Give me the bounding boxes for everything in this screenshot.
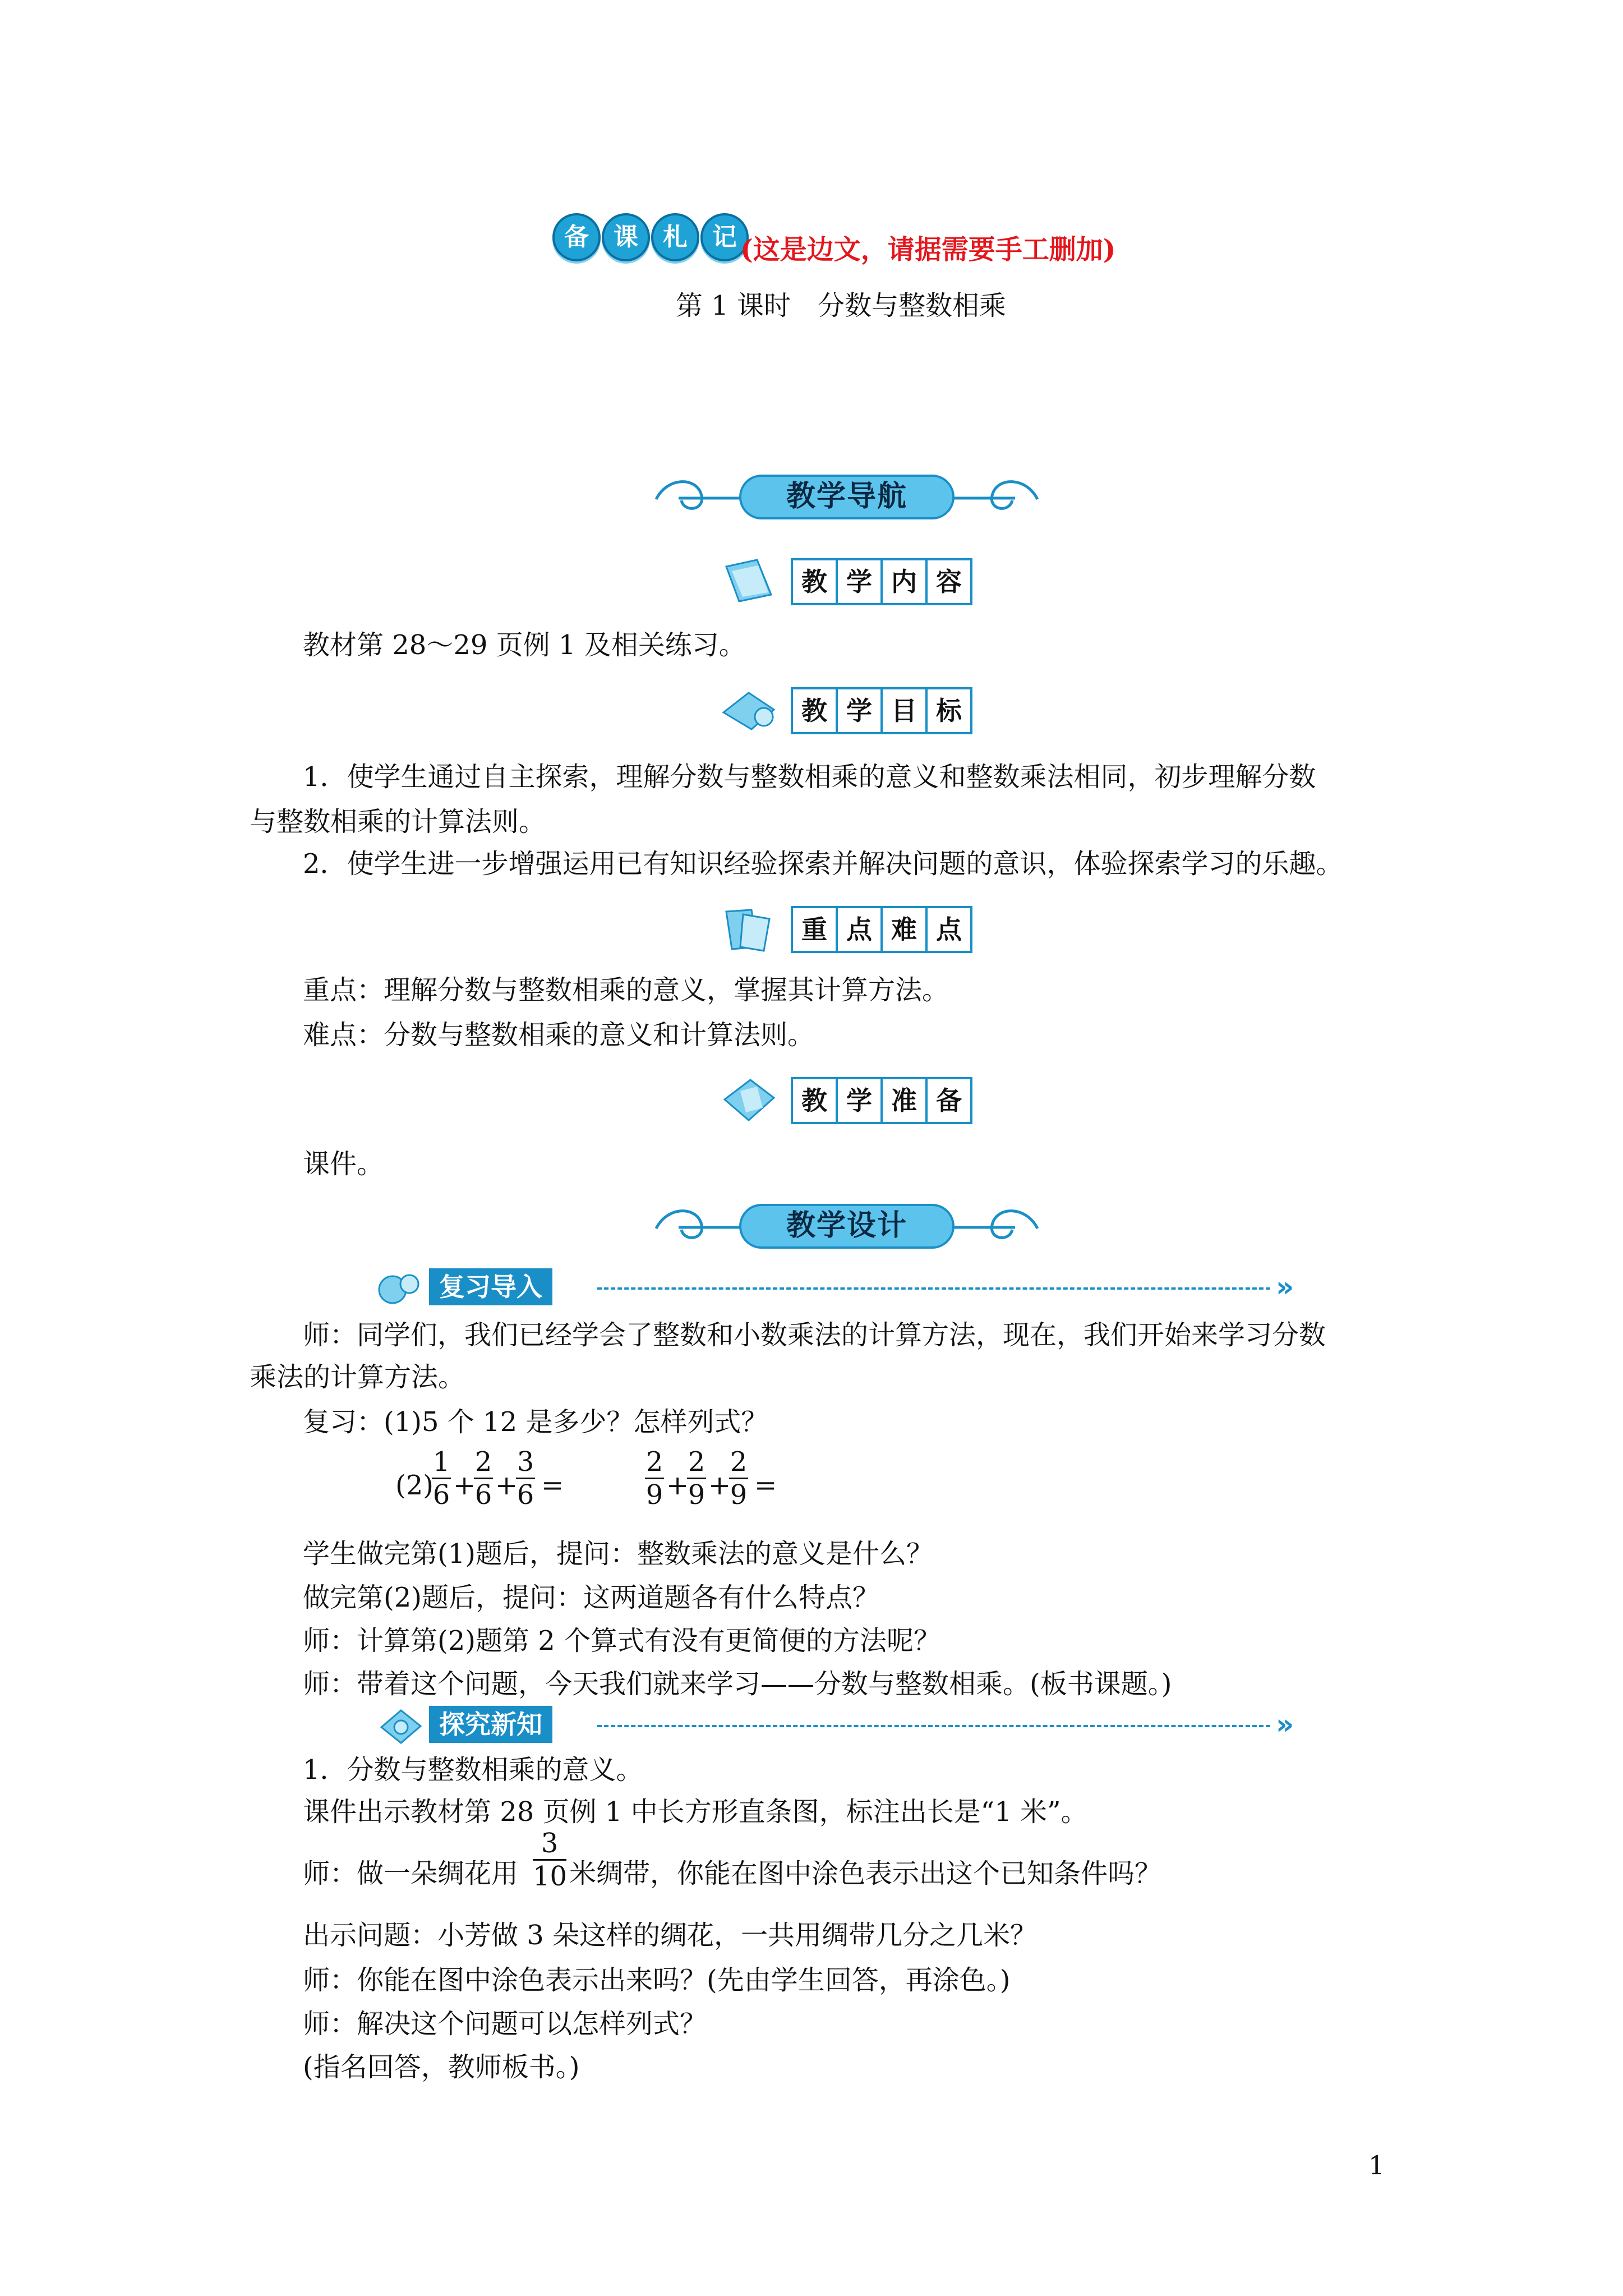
heading-teaching-prep (718, 1074, 981, 1125)
lesson-title: 第 1 课时 分数与整数相乘 (676, 290, 1007, 321)
tab-heading-explore (376, 1703, 1307, 1747)
plus-sign: + (453, 1470, 476, 1501)
review-line-3: 学生做完第(1)题后，提问：整数乘法的意义是什么？ (303, 1538, 933, 1570)
heading-char: 教 (791, 687, 838, 734)
numerator: 2 (474, 1446, 492, 1478)
denominator: 9 (645, 1479, 663, 1511)
numerator: 3 (517, 1446, 534, 1478)
fraction (687, 1447, 706, 1510)
dashed-divider (597, 1287, 1270, 1290)
tab-label: 探究新知 (429, 1706, 552, 1743)
heading-char: 学 (836, 687, 883, 734)
denominator: 6 (432, 1479, 450, 1511)
review-question-1: 复习：(1)5 个 12 是多少？怎样列式？ (303, 1406, 768, 1438)
explore-line-5: 师：你能在图中涂色表示出来吗？(先由学生回答，再涂色。) (303, 1964, 1011, 1996)
plus-sign: + (495, 1470, 518, 1501)
goal-1-line-1: 1．使学生通过自主探索，理解分数与整数相乘的意义和整数乘法相同，初步理解分数 (303, 761, 1316, 793)
ribbon-label: 教学导航 (786, 480, 907, 513)
heading-teaching-content (718, 555, 981, 606)
documents-icon (718, 903, 785, 954)
heading-char: 容 (925, 558, 972, 605)
review-line-1: 师：同学们，我们已经学会了整数和小数乘法的计算方法，现在，我们开始来学习分数 (303, 1319, 1326, 1351)
heading-char: 点 (925, 906, 972, 953)
heading-char: 难 (880, 906, 928, 953)
heading-char: 学 (836, 1077, 883, 1124)
tab-label: 复习导入 (429, 1268, 552, 1305)
denominator: 10 (533, 1861, 568, 1892)
heading-char: 目 (880, 687, 928, 734)
heading-teaching-goals (718, 684, 981, 735)
plus-sign: + (708, 1470, 731, 1501)
dashed-divider (597, 1725, 1270, 1727)
double-arrow-icon: » (1276, 1708, 1294, 1741)
key-point: 重点：理解分数与整数相乘的意义，掌握其计算方法。 (303, 974, 949, 1006)
book-icon (718, 555, 785, 606)
review-icon (376, 1267, 426, 1309)
heading-char: 备 (925, 1077, 972, 1124)
heading-char: 点 (836, 906, 883, 953)
goal-2: 2．使学生进一步增强运用已有知识经验探索并解决问题的意识，体验探索学习的乐趣。 (303, 848, 1343, 880)
explore-line-3-suffix: 米绸带，你能在图中涂色表示出这个已知条件吗？ (569, 1858, 1162, 1889)
difficulty: 难点：分数与整数相乘的意义和计算法则。 (303, 1019, 815, 1051)
double-arrow-icon: » (1276, 1271, 1294, 1303)
page-number: 1 (1368, 2150, 1385, 2180)
section-ribbon-teaching-design (645, 1195, 1049, 1257)
fraction (432, 1447, 451, 1510)
lesson-notes-badge (552, 208, 737, 264)
heading-key-points (718, 903, 981, 954)
numerator: 2 (688, 1446, 706, 1478)
fraction (474, 1447, 493, 1510)
explore-icon (376, 1705, 426, 1746)
heading-char: 学 (836, 558, 883, 605)
explore-line-7: (指名回答，教师板书。) (303, 2051, 580, 2083)
section-ribbon-teaching-nav (645, 466, 1049, 527)
heading-char: 标 (925, 687, 972, 734)
margin-note: (这是边文，请据需要手工删加) (740, 234, 1116, 265)
heading-char: 内 (880, 558, 928, 605)
ribbon-label: 教学设计 (786, 1209, 907, 1243)
badge-char: 备 (552, 213, 601, 261)
fraction (533, 1829, 566, 1891)
goal-1-line-2: 与整数相乘的计算法则。 (250, 806, 546, 838)
denominator: 6 (474, 1479, 492, 1511)
heading-char: 重 (791, 906, 838, 953)
equals-sign: = (754, 1470, 777, 1501)
explore-line-2: 课件出示教材第 28 页例 1 中长方形直条图，标注出长是“1 米”。 (303, 1796, 1088, 1828)
badge-char: 课 (602, 213, 650, 261)
explore-line-3-prefix: 师：做一朵绸花用 (303, 1858, 519, 1889)
equals-sign: = (541, 1470, 564, 1501)
numerator: 2 (730, 1446, 748, 1478)
review-line-4: 做完第(2)题后，提问：这两道题各有什么特点？ (303, 1582, 879, 1613)
explore-line-4: 出示问题：小芳做 3 朵这样的绸花，一共用绸带几分之几米？ (303, 1920, 1038, 1951)
fraction (516, 1447, 535, 1510)
question-2-label: (2) (395, 1470, 434, 1501)
heading-char: 教 (791, 558, 838, 605)
numerator: 1 (432, 1446, 450, 1478)
heading-char: 准 (880, 1077, 928, 1124)
numerator: 2 (645, 1446, 663, 1478)
plus-sign: + (666, 1470, 689, 1501)
review-line-2: 乘法的计算方法。 (250, 1361, 465, 1393)
badge-char: 记 (700, 213, 749, 261)
denominator: 9 (688, 1479, 706, 1511)
numerator: 3 (541, 1828, 559, 1859)
tab-heading-review (376, 1265, 1307, 1310)
prep-text: 课件。 (303, 1148, 384, 1180)
fraction (645, 1447, 664, 1510)
materials-icon (718, 1074, 785, 1125)
explore-line-1: 1．分数与整数相乘的意义。 (303, 1754, 643, 1786)
denominator: 6 (517, 1479, 534, 1511)
heading-char: 教 (791, 1077, 838, 1124)
explore-line-6: 师：解决这个问题可以怎样列式？ (303, 2008, 707, 2040)
target-icon (718, 684, 785, 735)
denominator: 9 (730, 1479, 748, 1511)
review-line-5: 师：计算第(2)题第 2 个算式有没有更简便的方法呢？ (303, 1625, 941, 1657)
fraction (729, 1447, 748, 1510)
content-text: 教材第 28～29 页例 1 及相关练习。 (303, 629, 746, 661)
review-line-6: 师：带着这个问题，今天我们就来学习——分数与整数相乘。(板书课题。) (303, 1668, 1172, 1700)
badge-char: 札 (651, 213, 699, 261)
